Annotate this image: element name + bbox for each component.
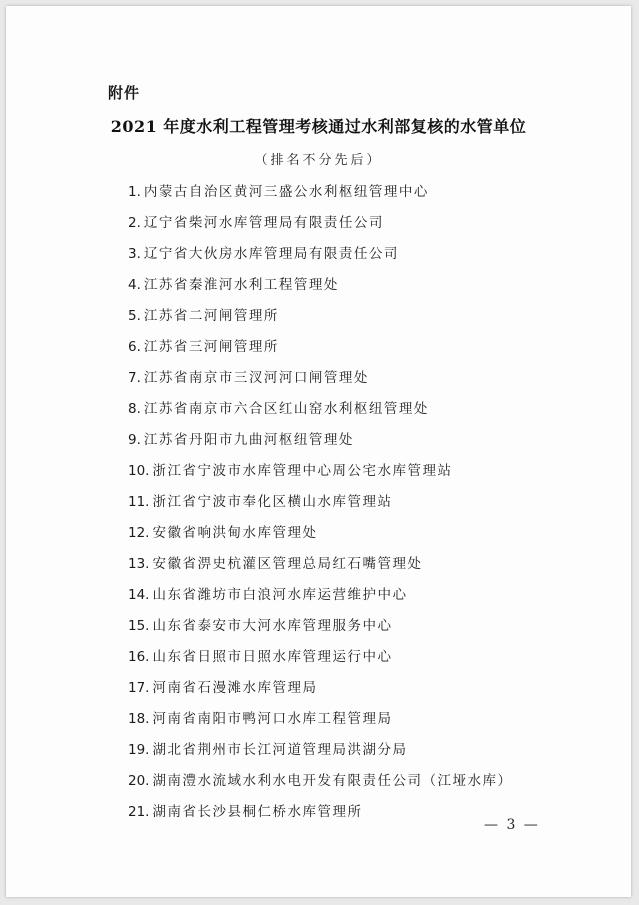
list-item: [128, 332, 512, 363]
item-number: 15.: [128, 618, 150, 634]
item-number: 3.: [128, 246, 141, 262]
item-number: 1.: [128, 184, 141, 200]
item-name: 山东省泰安市大河水库管理服务中心: [152, 618, 393, 634]
item-name: 江苏省秦淮河水利工程管理处: [143, 277, 339, 293]
unit-list: [128, 177, 512, 828]
item-name: 辽宁省柴河水库管理局有限责任公司: [143, 215, 384, 231]
item-name: 江苏省二河闸管理所: [143, 308, 279, 324]
item-name: 山东省潍坊市白浪河水库运营维护中心: [152, 587, 408, 603]
page-number: — 3 —: [484, 817, 540, 833]
item-number: 17.: [128, 680, 150, 696]
list-item: [128, 239, 512, 270]
list-item: [128, 425, 512, 456]
item-name: 江苏省南京市六合区红山窑水利枢纽管理处: [143, 401, 429, 417]
list-item: [128, 766, 512, 797]
item-name: 内蒙古自治区黄河三盛公水利枢纽管理中心: [143, 184, 429, 200]
list-item: [128, 642, 512, 673]
list-item: [128, 208, 512, 239]
item-number: 12.: [128, 525, 150, 541]
item-name: 湖南省长沙县桐仁桥水库管理所: [152, 804, 363, 820]
list-item: [128, 611, 512, 642]
item-name: 江苏省丹阳市九曲河枢纽管理处: [143, 432, 354, 448]
item-number: 16.: [128, 649, 150, 665]
item-number: 11.: [128, 494, 150, 510]
list-item: [128, 301, 512, 332]
list-item: [128, 673, 512, 704]
item-number: 2.: [128, 215, 141, 231]
item-number: 7.: [128, 370, 141, 386]
item-number: 4.: [128, 277, 141, 293]
item-number: 10.: [128, 463, 150, 479]
list-item: [128, 394, 512, 425]
item-name: 安徽省淠史杭灌区管理总局红石嘴管理处: [152, 556, 423, 572]
list-item: [128, 549, 512, 580]
item-name: 山东省日照市日照水库管理运行中心: [152, 649, 393, 665]
item-name: 江苏省南京市三汊河河口闸管理处: [143, 370, 369, 386]
item-name: 河南省石漫滩水库管理局: [152, 680, 318, 696]
list-item: [128, 704, 512, 735]
list-item: [128, 518, 512, 549]
list-item: [128, 735, 512, 766]
list-item: [128, 363, 512, 394]
item-name: 湖南澧水流域水利水电开发有限责任公司（江垭水库）: [152, 773, 513, 789]
item-name: 浙江省宁波市奉化区横山水库管理站: [152, 494, 393, 510]
item-number: 19.: [128, 742, 150, 758]
item-number: 21.: [128, 804, 150, 820]
item-number: 18.: [128, 711, 150, 727]
item-name: 安徽省响洪甸水库管理处: [152, 525, 318, 541]
list-item: [128, 487, 512, 518]
item-number: 14.: [128, 587, 150, 603]
list-item: [128, 580, 512, 611]
list-item: [128, 177, 512, 208]
list-item: [128, 456, 512, 487]
list-item: [128, 797, 512, 828]
item-name: 湖北省荆州市长江河道管理局洪湖分局: [152, 742, 408, 758]
item-number: 6.: [128, 339, 141, 355]
document-page: [6, 6, 631, 897]
item-number: 13.: [128, 556, 150, 572]
item-name: 辽宁省大伙房水库管理局有限责任公司: [143, 246, 399, 262]
item-number: 9.: [128, 432, 141, 448]
list-item: [128, 270, 512, 301]
item-name: 河南省南阳市鸭河口水库工程管理局: [152, 711, 393, 727]
annex-label: 附件: [108, 84, 141, 102]
item-number: 5.: [128, 308, 141, 324]
item-number: 8.: [128, 401, 141, 417]
item-number: 20.: [128, 773, 150, 789]
document-title: 2021 年度水利工程管理考核通过水利部复核的水管单位: [110, 117, 527, 136]
item-name: 浙江省宁波市水库管理中心周公宅水库管理站: [152, 463, 453, 479]
document-subtitle: （排名不分先后）: [254, 153, 383, 168]
item-name: 江苏省三河闸管理所: [143, 339, 279, 355]
